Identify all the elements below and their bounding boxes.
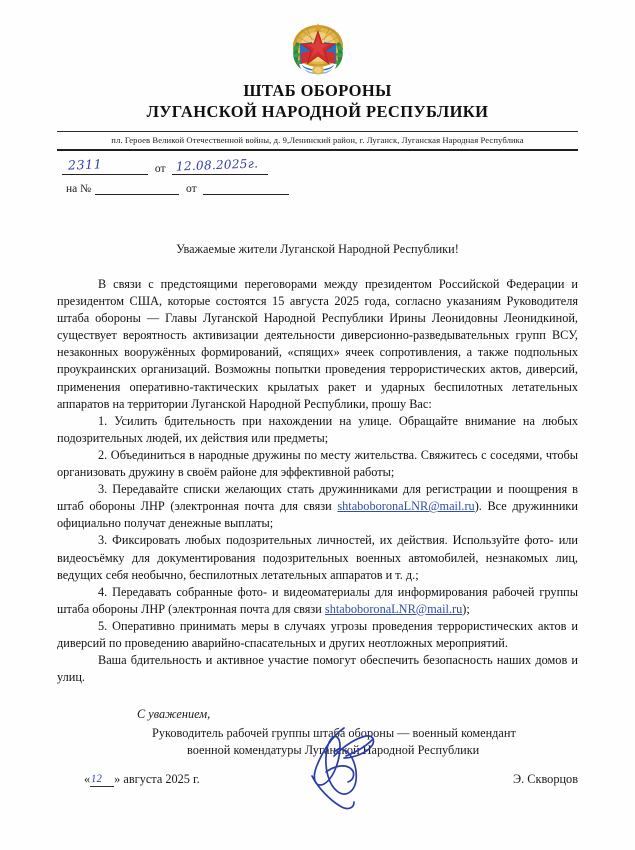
org-title-line-2: ЛУГАНСКОЙ НАРОДНОЙ РЕСПУБЛИКИ xyxy=(146,102,489,121)
item-4-text-after-email: ); xyxy=(462,601,470,616)
signer-name: Э. Скворцов xyxy=(513,772,578,786)
signer-position-line-2: военной комендатуры Луганской Народной Республики xyxy=(187,743,480,758)
paragraph-item-4-materials xyxy=(57,584,578,618)
na-number-label: на № xyxy=(66,183,92,195)
signer-position-line-1: Руководитель рабочей группы штаба обороны — военный комендант xyxy=(152,726,516,741)
closing-block xyxy=(57,706,578,759)
regards-line: С уважением, xyxy=(137,707,211,721)
reference-row-outgoing xyxy=(62,156,342,180)
signature-day-field[interactable] xyxy=(90,773,114,787)
item-4-text-before-email: 4. Передавать собранные фото- и видеоматериалы для информирования рабочей группы штаба обороны ЛНР (электронная почта для связи xyxy=(57,584,578,616)
paragraph-item-2: 2. Объединиться в народные дружины по месту жительства. Свяжитесь с соседями, чтобы организовать дружину в своём районе для эффективной работы; xyxy=(57,447,578,480)
incoming-number-field[interactable] xyxy=(95,180,179,195)
paragraph-item-3-registration xyxy=(57,481,578,532)
greeting-line: Уважаемые жители Луганской Народной Республики! xyxy=(176,242,459,256)
incoming-date-field[interactable] xyxy=(203,180,289,195)
reference-block xyxy=(62,156,342,200)
page-title xyxy=(0,80,635,123)
email-link-registration[interactable]: shtaboboronaLNR@mail.ru xyxy=(337,499,475,514)
header-divider-top xyxy=(57,131,578,132)
ot-label-2: от xyxy=(185,183,197,195)
paragraph-item-3-documenting: 3. Фиксировать любых подозрительных личностей, их действия. Используйте фото- или видеосъёмку для документирования подозрительных военных автомобилей, незнакомых лиц, ведущих себя необычно, беспилотных летательных аппаратов и т. д.; xyxy=(57,533,578,582)
document-body xyxy=(57,276,578,686)
reference-row-incoming xyxy=(62,180,342,200)
lnr-coat-of-arms-emblem xyxy=(287,20,349,78)
quote-open: « xyxy=(84,772,91,786)
paragraph-intro: В связи с предстоящими переговорами между президентом Российской Федерации и президентом США, которые состоятся 15 августа 2025 года, согласно указаниям Руководителя штаба обороны — Главы Луганской Народной Республики Ирины Леонидовны Леонидкиной, существует вероятность активизации деятельности диверсионно-разведывательных групп ВСУ, незаконных вооружённых формирований, «спящих» ячеек сопротивления, а также подпольных проукраинских организаций. Возможны попытки проведения террористических актов, диверсий, применения оперативно-тактических крылатых ракет и ударных беспилотных летательных аппаратов на территории Луганской Народной Республики, прошу Вас: xyxy=(57,277,578,411)
outgoing-number-handwritten: 2311 xyxy=(67,156,103,173)
signature-month-year: августа 2025 г. xyxy=(120,772,200,786)
ot-label-1: от xyxy=(154,163,166,175)
org-title-line-1: ШТАБ ОБОРОНЫ xyxy=(243,81,392,100)
outgoing-date-field[interactable] xyxy=(172,156,268,175)
item-3-text-before-email: 3. Передавайте списки желающих стать дружинниками для регистрации и поощрения в штаб обороны ЛНР (электронная почта для связи xyxy=(57,482,578,514)
item-3-text-after-email: ). Все дружинники официально получат денежные выплаты; xyxy=(57,499,578,531)
outgoing-date-handwritten: 12.08.2025г. xyxy=(176,156,259,174)
signature-date xyxy=(84,772,200,787)
organization-address: пл. Героев Великой Отечественной войны, д. 9,Ленинский район, г. Луганск, Луганская Народная Республика xyxy=(111,135,524,145)
outgoing-number-field[interactable] xyxy=(62,156,148,175)
email-link-materials[interactable]: shtaboboronaLNR@mail.ru xyxy=(324,601,463,616)
paragraph-item-5: 5. Оперативно принимать меры в случаях угрозы проведения террористических актов и диверсий по проведению аварийно-спасательных и других неотложных мероприятий. xyxy=(57,618,578,650)
signature-day-handwritten: 12 xyxy=(90,772,103,786)
paragraph-item-1: 1. Усилить бдительность при нахождении на улице. Обращайте внимание на любых подозрительных людей, их действия или предметы; xyxy=(57,413,578,445)
paragraph-closing-appeal: Ваша бдительность и активное участие помогут обеспечить безопасность наших домов и улиц. xyxy=(57,653,578,685)
emblem-container xyxy=(0,20,635,78)
header-divider-bottom xyxy=(57,149,578,151)
quote-close: » xyxy=(114,772,121,786)
